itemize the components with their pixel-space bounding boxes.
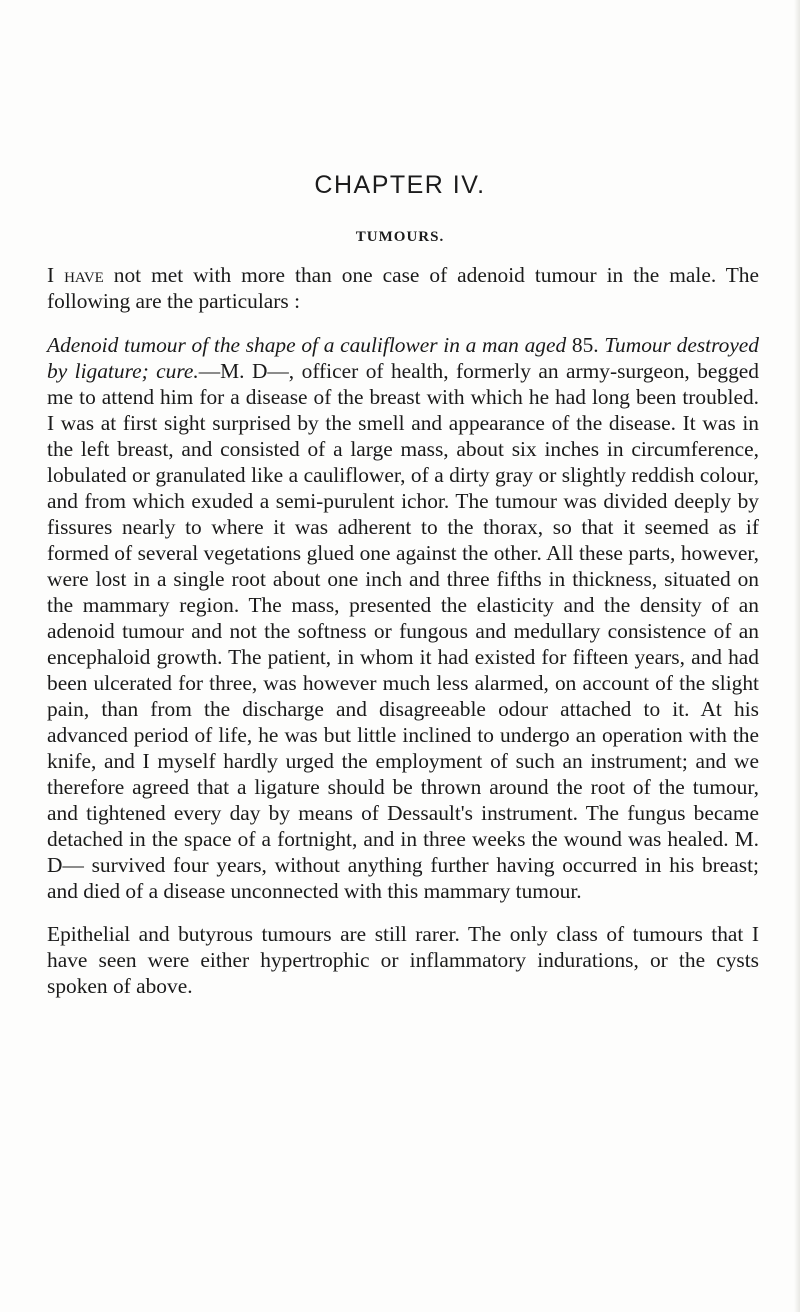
case-age: 85.	[566, 333, 605, 357]
lead-smallcaps: have	[64, 263, 104, 287]
section-heading: TUMOURS.	[355, 229, 445, 245]
case-subtitle: Tumour destroyed by ligature; cure.	[47, 333, 759, 383]
body-text	[47, 262, 759, 999]
paragraph-intro	[47, 262, 759, 314]
paragraph-closing: Epithelial and butyrous tumours are still rarer. The only class of tumours that I have seen were either hypertrophic or inflammatory indurations, or the cysts spoken of above.	[47, 922, 759, 998]
case-title: Adenoid tumour of the shape of a cauliflower in a man aged	[47, 333, 567, 357]
paragraph-case	[47, 332, 759, 904]
chapter-heading: CHAPTER IV.	[314, 171, 486, 199]
lead-letter: I	[47, 263, 65, 287]
paragraph-intro-text: not met with more than one case of adenoid tumour in the male. The following are the particulars :	[47, 263, 759, 313]
paragraph-case-text: —M. D—, officer of health, formerly an army-surgeon, begged me to attend him for a disease of the breast with which he had long been troubled. I was at first sight surprised by the smell and appearance of the disease. It was in the left breast, and consisted of a large mass, about six inches in circumference, lobulated or granulated like a cauliflower, of a dirty gray or slightly reddish colour, and from which exuded a semi-purulent ichor. The tumour was divided deeply by fissures nearly to where it was adherent to the thorax, so that it seemed as if formed of several vegetations glued one against the other. All these parts, however, were lost in a single root about one inch and three fifths in thickness, situated on the mammary region. The mass, presented the elasticity and the density of an adenoid tumour and not the softness or fungous and medullary consistence of an encephaloid growth. The patient, in whom it had existed for fifteen years, and had been ulcerated for three, was however much less alarmed, on account of the slight pain, than from the discharge and disagreeable odour attached to it. At his advanced period of life, he was but little inclined to undergo an operation with the knife, and I myself hardly urged the employment of such an instrument; and we therefore agreed that a ligature should be thrown around the root of the tumour, and tightened every day by means of Dessault's instrument. The fungus became detached in the space of a fortnight, and in three weeks the wound was healed. M. D— survived four years, without anything further having occurred in his breast; and died of a disease unconnected with this mammary tumour.	[47, 359, 759, 903]
